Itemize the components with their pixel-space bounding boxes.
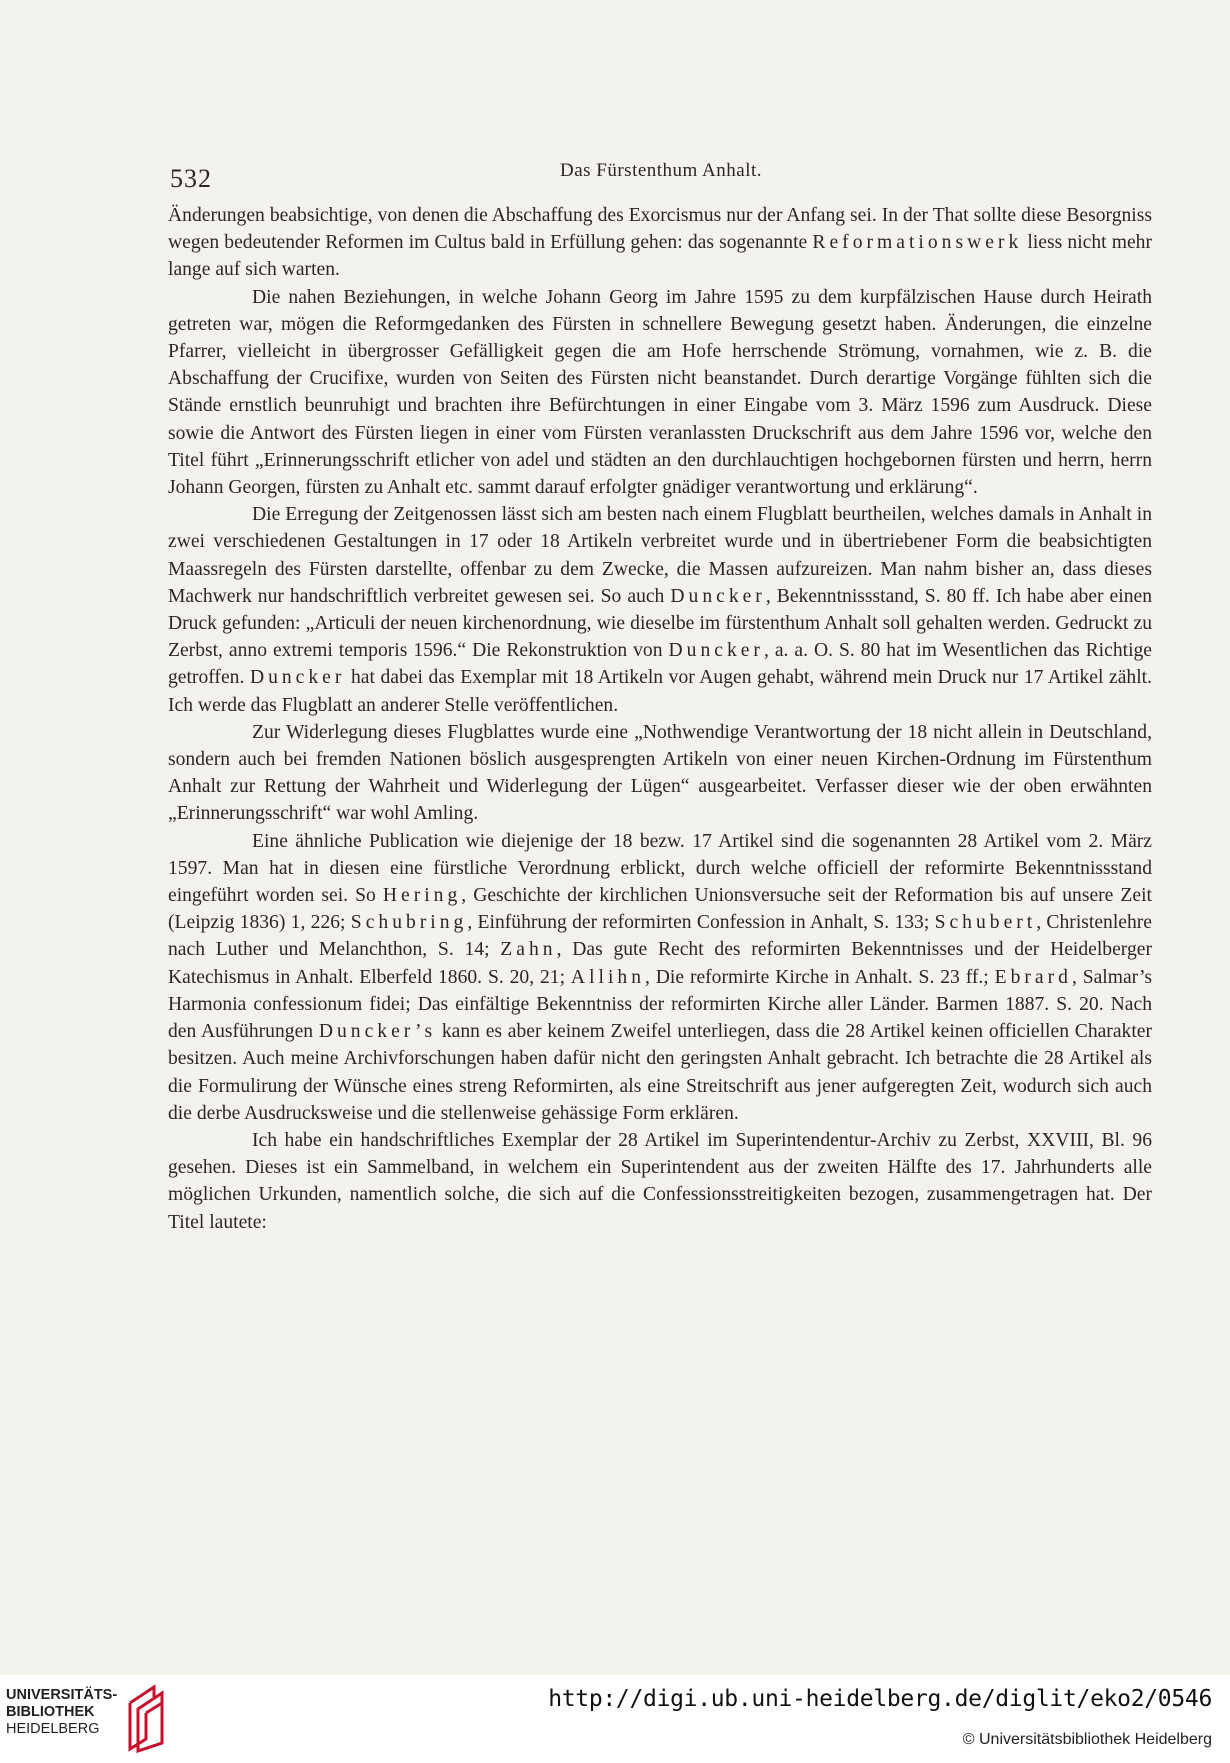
text-run: , a. a. O. S. 80 hat im Wesentlichen das Richtige getroffen. xyxy=(168,640,1153,689)
spaced-name: Schubring xyxy=(350,912,468,934)
text-run: , Geschichte der kirchlichen Unionsversuche seit der Reformation bis auf unsere Zeit (Leipzig 1836) 1, 226; xyxy=(168,885,1152,934)
logo-line-1: UNIVERSITÄTS- xyxy=(6,1687,118,1703)
spaced-name: Ebrard xyxy=(994,966,1072,988)
logo-line-3: HEIDELBERG xyxy=(6,1721,100,1737)
library-logo-text xyxy=(6,1687,126,1738)
spaced-name: Duncker’s xyxy=(318,1021,437,1043)
spaced-name: Zahn xyxy=(500,939,557,961)
paragraph-4: Zur Widerlegung dieses Flugblattes wurde eine „Nothwendige Verantwortung der 18 nicht allein in Deutschland, sondern auch bei fremden Nationen böslich ausgesprengten Artikeln von einer neuen Kirchen-Ordnung im Fürstenthum Anhalt zur Rettung der Wahrheit und Widerlegung der Lügen“ ausgearbeitet. Verfasser dieser wie der oben erwähnten „Erinnerungsschrift“ war wohl Amling. xyxy=(168,721,1152,825)
spaced-name: Duncker xyxy=(249,667,346,689)
paragraph-3 xyxy=(168,501,1152,719)
viewer-footer xyxy=(0,1675,1230,1763)
document-url-link[interactable]: http://digi.ub.uni-heidelberg.de/diglit/eko2/0546 xyxy=(548,1686,1212,1712)
paragraph-1 xyxy=(168,202,1152,284)
spaced-name: Allihn xyxy=(570,966,645,988)
copyright-notice: © Universitätsbibliothek Heidelberg xyxy=(962,1731,1212,1748)
logo-line-2: BIBLIOTHEK xyxy=(6,1704,95,1720)
spaced-name: Duncker xyxy=(670,585,766,607)
paragraph-5 xyxy=(168,828,1152,1127)
text-run: , Die reformirte Kirche in Anhalt. S. 23 ff.; xyxy=(645,966,995,988)
text-run: , Einführung der reformirten Confession in Anhalt, S. 133; xyxy=(467,912,935,934)
text-run: , Christenlehre nach Luther und Melanchthon, S. 14; xyxy=(168,912,1152,961)
text-run: liess nicht mehr lange auf sich warten. xyxy=(168,232,1153,281)
text-run: , Salmar’s Harmonia confessionum fidei; Das einfältige Bekenntniss der reformirten Kirche aller Länder. Barmen 1887. S. 20. Nach den Ausführungen xyxy=(168,966,1153,1043)
page-header xyxy=(170,158,1152,193)
text-run: Eine ähnliche Publication wie diejenige der 18 bezw. 17 Artikel sind die sogenannten 28 Artikel vom 2. März 1597. Man hat in diesen eine fürstliche Verordnung erblickt, durch welche officiell der reformirte Bekenntnissstand eingeführt worden sei. So xyxy=(168,830,1152,907)
text-run: Die Erregung der Zeitgenossen lässt sich am besten nach einem Flugblatt beurtheilen, welches damals in Anhalt in zwei verschiedenen Gestaltungen in 17 oder 18 Artikeln verbreitet wurde und in übertriebener Form die beabsichtigten Maassregeln des Fürsten darstellte, offenbar zu dem Zwecke, die Massen aufzureizen. Man nahm bisher an, dass dieses Machwerk nur handschriftlich verbreitet gewesen sei. So auch xyxy=(168,504,1152,607)
library-logo[interactable] xyxy=(6,1683,176,1755)
ub-heidelberg-logo-icon xyxy=(124,1683,172,1753)
spaced-name: Schubert xyxy=(934,912,1037,934)
text-run: hat dabei das Exemplar mit 18 Artikeln vor Augen gehabt, während mein Druck nur 17 Artikel zählt. Ich werde das Flugblatt an anderer Stelle veröffentlichen. xyxy=(168,667,1152,716)
running-title: Das Fürstenthum Anhalt. xyxy=(559,160,763,181)
spaced-name: Duncker xyxy=(668,640,764,662)
spaced-name: Hering xyxy=(382,885,462,907)
body-text xyxy=(168,202,1152,1236)
text-run: , Das gute Recht des reformirten Bekenntnisses und der Heidelberger Katechismus in Anhalt. Elberfeld 1860. S. 20, 21; xyxy=(168,939,1152,988)
spaced-term: Reformationswerk xyxy=(812,232,1023,254)
text-run: , Bekenntnissstand, S. 80 ff. Ich habe aber einen Druck gefunden: „Articuli der neuen kirchenordnung, wie dieselbe im fürstenthum Anhalt soll gehalten werden. Gedruckt zu Zerbst, anno extremi temporis 1596.“ Die Rekonstruktion von xyxy=(168,585,1152,662)
paragraph-6: Ich habe ein handschriftliches Exemplar der 28 Artikel im Superintendentur-Archiv zu Zerbst, XXVIII, Bl. 96 gesehen. Dieses ist ein Sammelband, in welchem ein Superintendent aus der zweiten Hälfte des 17. Jahrhunderts alle möglichen Urkunden, namentlich solche, die sich auf die Confessionsstreitigkeiten bezogen, zusammengetragen hat. Der Titel lautete: xyxy=(168,1129,1152,1233)
page-number: 532 xyxy=(170,164,212,193)
text-run: kann es aber keinem Zweifel unterliegen, dass die 28 Artikel keinen officiellen Charakter besitzen. Auch meine Archivforschungen haben dafür nicht den geringsten Anhalt gebracht. Ich betrachte die 28 Artikel als die Formulirung der Wünsche eines streng Reformirten, als eine Streitschrift aus jener aufgeregten Zeit, wodurch sich auch die derbe Ausdrucksweise und die stellenweise gehässige Form erklären. xyxy=(168,1021,1152,1124)
paragraph-2: Die nahen Beziehungen, in welche Johann Georg im Jahre 1595 zu dem kurpfälzischen Hause durch Heirath getreten war, mögen die Reformgedanken des Fürsten in schnellere Bewegung gesetzt haben. Änderungen, die einzelne Pfarrer, vielleicht in übergrosser Gefälligkeit gegen die am Hofe herrschende Strömung, vornahmen, wie z. B. die Abschaffung der Crucifixe, wurden von Seiten des Fürsten nicht beanstandet. Durch derartige Vorgänge fühlten sich die Stände ernstlich beunruhigt und brachten ihre Befürchtungen in einer Eingabe vom 3. März 1596 zum Ausdruck. Diese sowie die Antwort des Fürsten liegen in einer vom Fürsten veranlassten Druckschrift aus dem Jahre 1596 vor, welche den Titel führt „Erinnerungsschrift etlicher von adel und städten an den durchlauchtigen hochgebornen fürsten und herrn, herrn Johann Georgen, fürsten zu Anhalt etc. sammt darauf erfolgter gnädiger verantwortung und erklärung“. xyxy=(168,286,1152,499)
text-run: Änderungen beabsichtige, von denen die Abschaffung des Exorcismus nur der Anfang sei. In der That sollte diese Besorgniss wegen bedeutender Reformen im Cultus bald in Erfüllung gehen: das sogenannte xyxy=(168,205,1152,254)
